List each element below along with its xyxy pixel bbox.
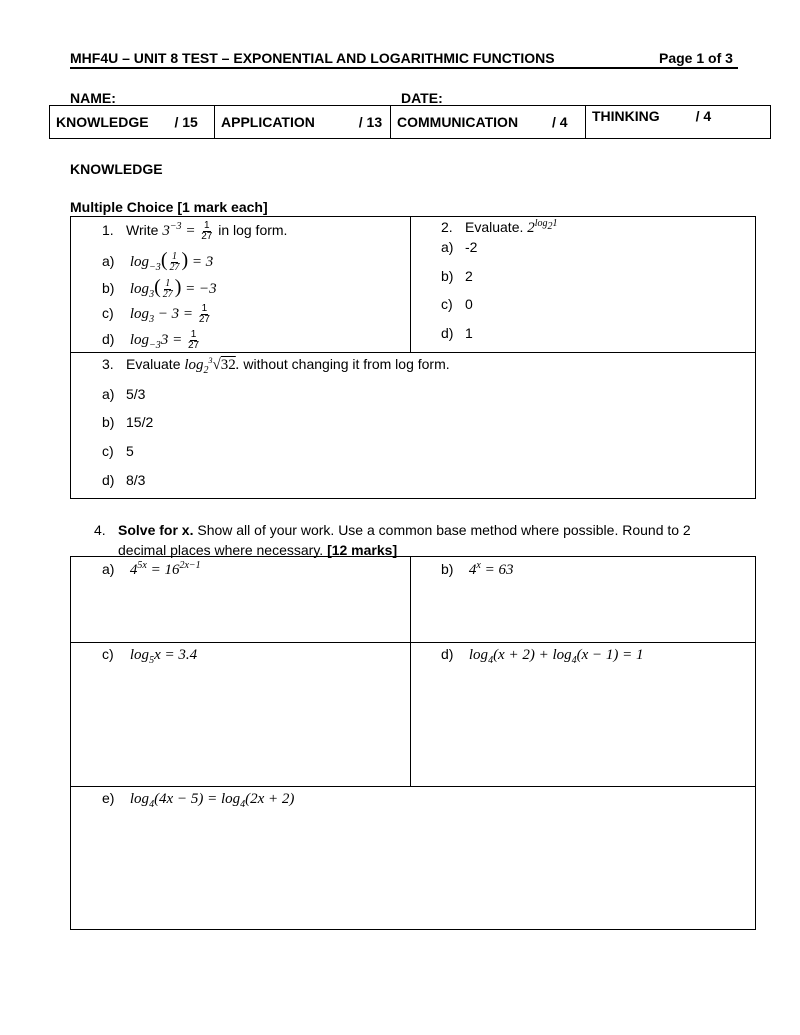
page-title: MHF4U – UNIT 8 TEST – EXPONENTIAL AND LOGARITHMIC FUNCTIONS bbox=[70, 50, 555, 66]
option-letter: b) bbox=[102, 414, 115, 430]
option-letter: c) bbox=[102, 305, 114, 322]
question-3-option-d bbox=[102, 472, 145, 488]
marks-label: KNOWLEDGE bbox=[56, 114, 149, 130]
question-text: Evaluate. bbox=[465, 219, 524, 235]
math-expression: $\log_3$( $\frac{1}{27}$ ) = −3 bbox=[129, 276, 217, 301]
option-letter: d) bbox=[441, 325, 454, 341]
math-expression: $2^{log_21}$ bbox=[527, 218, 558, 236]
math-expression: $\log_{-3}$( $\frac{1}{27}$ ) = 3 bbox=[129, 249, 214, 274]
marks-total: / 4 bbox=[551, 114, 568, 130]
option-letter: a) bbox=[441, 239, 454, 255]
option-text: 2 bbox=[465, 268, 473, 284]
question-3-option-a bbox=[102, 386, 145, 402]
question-text: decimal places where necessary. bbox=[118, 542, 324, 558]
option-letter: d) bbox=[102, 331, 115, 348]
solve-divider-horizontal bbox=[70, 642, 756, 643]
question-1-option-b bbox=[102, 276, 217, 300]
question-number: 4. bbox=[94, 522, 106, 538]
question-3-option-b bbox=[102, 414, 153, 430]
option-letter: b) bbox=[102, 280, 115, 296]
question-4-stem bbox=[94, 520, 734, 560]
option-letter: e) bbox=[102, 790, 115, 806]
question-4-part-e bbox=[102, 790, 294, 810]
option-letter: a) bbox=[102, 253, 115, 269]
math-expression: $\log_{-3}3$ = bbox=[129, 332, 186, 352]
question-2-option-b bbox=[441, 268, 473, 284]
option-text: 1 bbox=[465, 325, 473, 341]
math-expression: $\log_4(4x - 5) = \log_4(2x + 2)$ bbox=[129, 791, 295, 810]
section-heading: KNOWLEDGE bbox=[70, 161, 163, 177]
math-expression: $4^{5x} = 16^{2x-1}$ bbox=[129, 560, 201, 578]
marks-cell-communication bbox=[391, 106, 586, 139]
marks-total: / 15 bbox=[174, 114, 198, 130]
question-4-part-c bbox=[102, 646, 197, 666]
question-1-option-a bbox=[102, 249, 213, 273]
option-text: 5 bbox=[126, 443, 134, 459]
marks-total: / 4 bbox=[695, 108, 712, 124]
page-number: Page 1 of 3 bbox=[659, 50, 733, 66]
question-lead: Solve for x. bbox=[118, 522, 194, 538]
marks-table bbox=[49, 105, 771, 139]
marks-label: THINKING bbox=[592, 108, 660, 124]
question-4-part-b bbox=[441, 560, 513, 579]
option-text: 0 bbox=[465, 296, 473, 312]
question-2-option-d bbox=[441, 325, 473, 341]
option-text: -2 bbox=[465, 239, 478, 255]
question-number: 2. bbox=[441, 219, 453, 235]
marks-cell-thinking bbox=[586, 106, 771, 139]
question-2-stem bbox=[441, 218, 558, 237]
math-expression: $3^{-3}$ = bbox=[162, 221, 200, 240]
marks-total: / 13 bbox=[358, 114, 383, 130]
option-letter: c) bbox=[441, 296, 453, 312]
option-text: 5/3 bbox=[126, 386, 146, 402]
math-expression: $4^x = 63$ bbox=[468, 560, 514, 578]
option-text: 15/2 bbox=[126, 414, 154, 430]
question-3-option-c bbox=[102, 443, 134, 459]
option-letter: c) bbox=[102, 443, 114, 459]
question-1-stem bbox=[102, 221, 287, 242]
question-4-part-d bbox=[441, 646, 644, 666]
question-text: in log form. bbox=[218, 222, 288, 239]
option-letter: c) bbox=[102, 646, 114, 662]
question-2-option-a bbox=[441, 239, 477, 255]
question-number: 1. bbox=[102, 222, 114, 239]
question-1-option-c bbox=[102, 304, 212, 325]
question-text: Show all of your work. Use a common base method where possible. Round to 2 bbox=[197, 522, 691, 538]
marks-label: APPLICATION bbox=[221, 114, 315, 130]
solve-box bbox=[70, 556, 756, 930]
fraction: $\frac{1}{27}$ bbox=[198, 303, 210, 325]
solve-divider-vertical bbox=[410, 556, 411, 786]
option-letter: a) bbox=[102, 561, 115, 577]
question-3-stem bbox=[102, 356, 450, 376]
mc-divider-vertical bbox=[410, 216, 411, 352]
section-subheading: Multiple Choice [1 mark each] bbox=[70, 199, 268, 215]
question-text: Write bbox=[126, 222, 159, 239]
date-label: DATE: bbox=[401, 90, 443, 106]
name-label: NAME: bbox=[70, 90, 116, 106]
question-marks: [12 marks] bbox=[327, 542, 398, 558]
math-expression: $\log_2^3√32$. bbox=[184, 356, 240, 376]
fraction: $\frac{1}{27}$ bbox=[187, 329, 200, 351]
option-letter: b) bbox=[441, 561, 454, 577]
question-4-part-a bbox=[102, 560, 201, 579]
option-letter: d) bbox=[102, 472, 115, 488]
option-letter: b) bbox=[441, 268, 454, 284]
option-text: 8/3 bbox=[126, 472, 146, 488]
marks-cell-knowledge bbox=[50, 106, 215, 139]
question-text: without changing it from log form. bbox=[243, 356, 450, 372]
marks-label: COMMUNICATION bbox=[397, 114, 519, 130]
marks-cell-application bbox=[215, 106, 391, 139]
question-1-option-d bbox=[102, 330, 201, 351]
question-number: 3. bbox=[102, 356, 114, 372]
option-letter: d) bbox=[441, 646, 454, 662]
question-text: Evaluate bbox=[126, 356, 181, 372]
math-expression: $\log_5x = 3.4$ bbox=[129, 647, 198, 666]
math-expression: $\log_4(x + 2) + \log_4(x - 1) = 1$ bbox=[468, 647, 644, 666]
solve-divider-horizontal bbox=[70, 786, 756, 787]
header-rule bbox=[70, 67, 738, 69]
fraction: $\frac{1}{27}$ bbox=[201, 220, 213, 242]
mc-divider-horizontal bbox=[70, 352, 756, 353]
question-2-option-c bbox=[441, 296, 473, 312]
option-letter: a) bbox=[102, 386, 115, 402]
math-expression: $\log_3 - 3$ = bbox=[129, 306, 197, 326]
